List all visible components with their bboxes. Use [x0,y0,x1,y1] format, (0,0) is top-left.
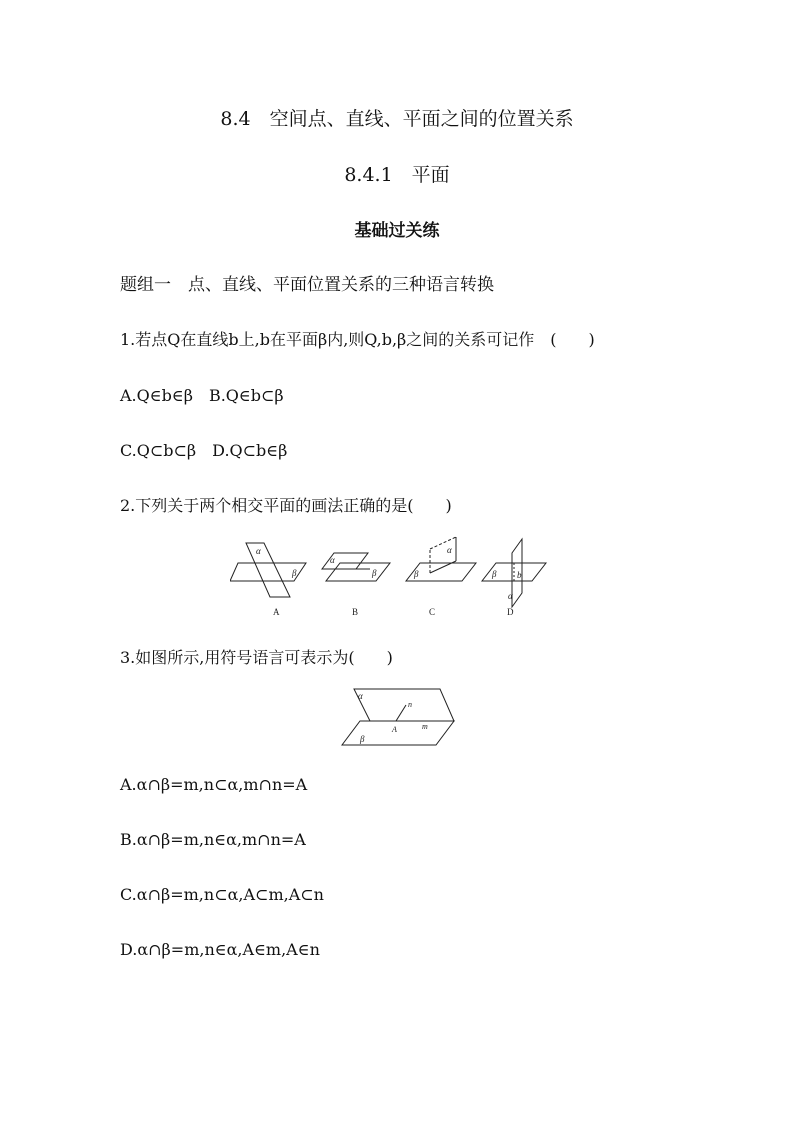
figure-d-beta: β [492,569,497,579]
figure-n: n [408,700,412,709]
figure-d-b: b [517,570,522,580]
figure-a [230,543,306,597]
question-2-figures [230,535,560,620]
figure-b-alpha: α [330,555,335,565]
subsection-title: 8.4.1 平面 [344,164,450,186]
part-title: 基础过关练 [354,221,440,241]
question-3-option-d: D.α∩β=m,n∈α,A∈m,A∈n [120,940,320,959]
figure-a-alpha: α [256,546,261,556]
figure-c [406,537,476,581]
question-1-options-ab: A.Q∈b∈β B.Q∈b⊂β [120,386,284,405]
figure-beta: β [360,734,365,744]
figure-point-a: A [392,725,397,734]
figure-label-d: D [507,607,514,617]
plane-beta-shape [342,721,454,745]
figure-alpha: α [358,691,363,701]
question-3-option-c: C.α∩β=m,n⊂α,A⊂m,A⊂n [120,885,324,904]
question-3-option-a: A.α∩β=m,n⊂α,m∩n=A [120,775,308,794]
figure-a-beta: β [292,568,297,578]
question-3-stem: 3.如图所示,用符号语言可表示为( ) [120,648,393,667]
figure-d [482,539,546,607]
question-1-options-cd: C.Q⊂b⊂β D.Q⊂b∈β [120,441,288,460]
figure-label-b: B [352,607,359,617]
question-3-option-b: B.α∩β=m,n∈α,m∩n=A [120,830,306,849]
figure-label-a: A [273,607,280,617]
figure-label-c: C [429,607,436,617]
figure-b-beta: β [372,568,377,578]
figure-c-alpha: α [447,545,452,555]
section-title: 8.4 空间点、直线、平面之间的位置关系 [220,108,574,130]
figure-d-alpha: α [508,591,513,601]
line-n [396,705,406,721]
figure-m: m [422,722,428,731]
plane-alpha-shape [354,689,454,721]
group-title: 题组一 点、直线、平面位置关系的三种语言转换 [120,275,494,295]
figure-c-beta: β [414,569,419,579]
figure-b [322,553,390,581]
question-2-stem: 2.下列关于两个相交平面的画法正确的是( ) [120,496,452,515]
question-3-figure [340,685,460,750]
question-1-stem: 1.若点Q在直线b上,b在平面β内,则Q,b,β之间的关系可记作 ( ) [120,330,595,349]
